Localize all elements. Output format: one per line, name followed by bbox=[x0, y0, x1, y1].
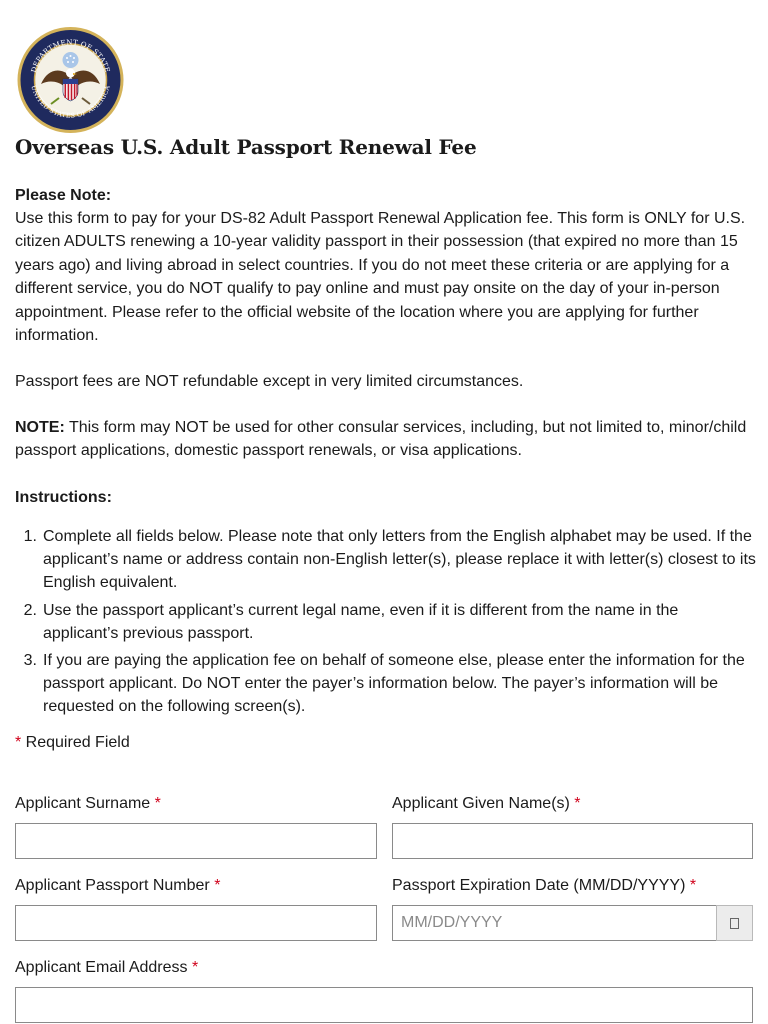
department-of-state-seal bbox=[15, 26, 126, 134]
passport-number-input[interactable] bbox=[15, 905, 377, 941]
required-asterisk: * bbox=[574, 795, 581, 812]
note-text: This form may NOT be used for other consular services, including, but not limited to, minor/child passport applications, domestic passport renewals, or visa applications. bbox=[15, 419, 747, 460]
please-note-paragraph: Use this form to pay for your DS-82 Adult Passport Renewal Application fee. This form is ONLY for U.S. citizen ADULTS renewing a 10-year validity passport in their possession (that expired no more than 15 years ago) and living abroad in select countries. If you do not meet these criteria or are applying for a different service, you do NOT qualify to pay online and must pay onsite on the day of your in-person appointment. Please refer to the official website of the location where you are applying for further information. bbox=[15, 210, 746, 345]
email-label-text: Applicant Email Address bbox=[15, 959, 192, 976]
email-label bbox=[15, 959, 198, 977]
surname-label-text: Applicant Surname bbox=[15, 795, 155, 812]
given-names-label bbox=[392, 795, 581, 813]
instruction-number: 3. bbox=[23, 652, 37, 670]
refund-notice: Passport fees are NOT refundable except in very limited circumstances. bbox=[15, 373, 524, 390]
surname-input[interactable] bbox=[15, 823, 377, 859]
required-field-text: Required Field bbox=[21, 734, 130, 751]
surname-label bbox=[15, 795, 161, 813]
required-field-legend bbox=[15, 734, 130, 752]
expiration-date-label bbox=[392, 877, 696, 895]
required-asterisk: * bbox=[214, 877, 221, 894]
please-note-heading: Please Note: bbox=[15, 187, 112, 204]
seal-ring-bottom-text: UNITED STATES OF AMERICA bbox=[29, 84, 112, 120]
instruction-item bbox=[15, 649, 757, 719]
instruction-text: Use the passport applicant’s current legal name, even if it is different from the name in the applicant’s previous passport. bbox=[43, 601, 679, 642]
instruction-number: 1. bbox=[23, 528, 37, 545]
note-label: NOTE: bbox=[15, 419, 65, 436]
email-input[interactable] bbox=[15, 987, 753, 1023]
instructions-heading: Instructions: bbox=[15, 489, 112, 506]
consular-services-note bbox=[15, 416, 757, 463]
given-names-input[interactable] bbox=[392, 823, 753, 859]
required-asterisk: * bbox=[191, 959, 199, 976]
passport-number-label-text: Applicant Passport Number bbox=[15, 877, 215, 894]
instruction-text: Complete all fields below. Please note that only letters from the English alphabet may be used. If the applicant’s name or address contain non-English letter(s), please replace it with letter(s) closest to its English equivalent. bbox=[43, 528, 756, 592]
expiration-date-group bbox=[392, 905, 753, 941]
expiration-date-label-text: Passport Expiration Date (MM/DD/YYYY) bbox=[392, 877, 690, 894]
instruction-item bbox=[15, 599, 757, 645]
passport-number-label bbox=[15, 877, 220, 895]
calendar-icon bbox=[730, 918, 739, 929]
instruction-number: 2. bbox=[23, 601, 37, 619]
instructions-list bbox=[15, 525, 757, 723]
page-title: Overseas U.S. Adult Passport Renewal Fee bbox=[15, 135, 477, 159]
required-asterisk: * bbox=[154, 795, 161, 812]
seal-ring-top-text: DEPARTMENT OF STATE bbox=[29, 38, 112, 74]
required-asterisk: * bbox=[689, 877, 697, 894]
instruction-text: If you are paying the application fee on behalf of someone else, please enter the information for the passport applicant. Do NOT enter the payer’s information below. The payer’s information will be requested on the following screen(s). bbox=[43, 652, 745, 716]
calendar-button[interactable] bbox=[716, 905, 753, 941]
expiration-date-input[interactable] bbox=[392, 905, 716, 941]
instruction-item bbox=[15, 525, 757, 595]
required-asterisk: * bbox=[15, 734, 22, 751]
given-names-label-text: Applicant Given Name(s) bbox=[392, 795, 575, 812]
